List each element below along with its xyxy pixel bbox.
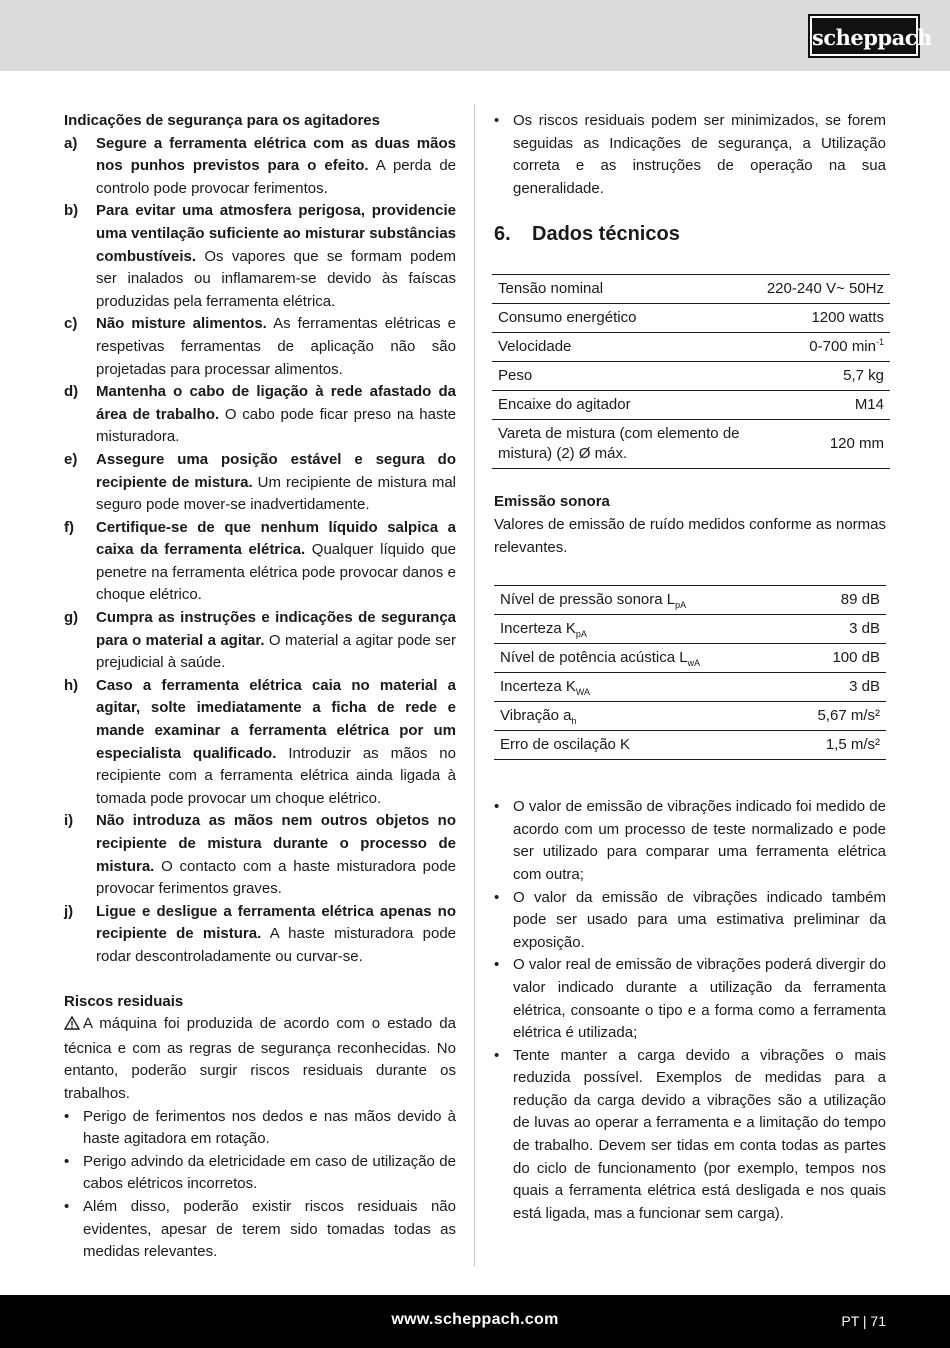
table-cell-label: Incerteza $K_{pA}$	[494, 615, 784, 644]
table-cell-label: Erro de oscilação K	[494, 731, 784, 760]
page-footer	[0, 1295, 950, 1348]
vibration-notes-list	[494, 796, 886, 1225]
table-cell-label: Consumo energético	[492, 304, 754, 333]
item-text: As ferramentas elétricas e respetivas ferramentas de aplicação não são projetadas para processar alimentos.	[96, 315, 457, 378]
list-item	[64, 133, 456, 201]
table-row	[492, 420, 890, 469]
item-marker: d)	[64, 383, 79, 401]
list-item	[64, 607, 456, 675]
list-item	[64, 200, 456, 313]
item-bold: Segure a ferramenta elétrica com as duas mãos nos punhos previstos para o efeito.	[96, 134, 456, 175]
item-marker: i)	[64, 812, 74, 830]
residual-risks-intro	[64, 1013, 456, 1105]
list-item: • O valor de emissão de vibrações indicado foi medido de acordo com um processo de teste normalizado e pode ser utilizado para comparar uma ferramenta elétrica com outra;	[494, 796, 886, 886]
item-bold: Mantenha o cabo de ligação à rede afastado da área de trabalho.	[96, 383, 456, 423]
left-column	[64, 110, 456, 1264]
item-text: Introduzir as mãos no recipiente com a ferramenta elétrica ainda ligada à tomada pode provocar um choque elétrico.	[96, 744, 456, 807]
chapter-heading	[494, 220, 886, 248]
bullet-text: Os riscos residuais podem ser minimizados, se forem seguidas as Indicações de segurança, a Utilização correta e as instruções de operação na sua generalidade.	[513, 112, 886, 197]
table-cell-value: 220-240 V~ 50Hz	[754, 275, 890, 304]
item-marker: e)	[64, 450, 78, 468]
item-text: A haste misturadora pode rodar descontroladamente ou curvar-se.	[96, 925, 456, 965]
table-cell-value: 3 dB	[784, 615, 886, 644]
value-text: 0-700 min	[809, 338, 876, 356]
page-number: PT | 71	[841, 1313, 886, 1329]
table-cell-label: Vareta de mistura (com elemento de mistura) (2) Ø máx.	[492, 420, 754, 469]
bullet-text: Tente manter a carga devido a vibrações o mais reduzida possível. Exemplos de medidas para a redução da carga devido a vibrações são a utilização de luvas ao operar a ferramenta e a limitação do tempo de trabalho. Devem ser tidas em conta todas as partes do ciclo de funcionamento (por exemplo, tempos nos quais a ferramenta elétrica está desligada e nos quais está ligada, mas a funcionar sem carga).	[513, 1046, 886, 1222]
item-bold: Cumpra as instruções e indicações de segurança para o material a agitar.	[96, 609, 456, 649]
item-bold: Assegure uma posição estável e segura do recipiente de mistura.	[96, 450, 456, 491]
footer-url[interactable]: www.scheppach.com	[391, 1311, 559, 1328]
table-cell-value: 120 mm	[754, 420, 890, 469]
table-row	[494, 731, 886, 760]
table-row	[494, 673, 886, 702]
table-cell-label: Nível de pressão sonora $L_{pA}$	[494, 586, 784, 615]
table-cell-label: Incerteza $K_{WA}$	[494, 673, 784, 702]
item-bold: Não misture alimentos.	[96, 315, 267, 333]
table-cell-value: M14	[754, 391, 890, 420]
table-cell-label: Vibração $a_h$	[494, 702, 784, 731]
residual-risks-list	[64, 1106, 456, 1264]
bullet-text: O valor da emissão de vibrações indicado também pode ser usado para uma estimativa preliminar da exposição.	[513, 888, 886, 951]
table-row	[492, 333, 890, 362]
table-cell-label: Peso	[492, 362, 754, 391]
bullet-text: Perigo advindo da eletricidade em caso de utilização de cabos elétricos incorretos.	[83, 1152, 456, 1193]
noise-intro: Valores de emissão de ruído medidos conforme as normas relevantes.	[494, 515, 886, 556]
list-item: • Além disso, poderão existir riscos residuais não evidentes, apesar de terem sido tomadas todas as medidas relevantes.	[64, 1196, 456, 1264]
table-row	[494, 615, 886, 644]
list-item: • Tente manter a carga devido a vibrações o mais reduzida possível. Exemplos de medidas para a redução da carga devido a vibrações são a utilização de luvas ao operar a ferramenta e a limitação do tempo de trabalho. Devem ser tidas em conta todas as partes do ciclo de funcionamento (por exemplo, tempos nos quais a ferramenta elétrica está desligada e nos quais está ligada, mas a funcionar sem carga).	[494, 1045, 886, 1226]
item-marker: f)	[64, 518, 74, 536]
residual-intro-text: A máquina foi produzida de acordo com o estado da técnica e com as regras de segurança reconhecidas. No entanto, poderão surgir riscos residuais durante os trabalhos.	[64, 1015, 456, 1102]
table-row	[492, 275, 890, 304]
residual-risks-heading: Riscos residuais	[64, 992, 184, 1010]
table-cell-value: 5,67 m/s²	[784, 702, 886, 731]
bullet-text: O valor de emissão de vibrações indicado foi medido de acordo com um processo de teste normalizado e pode ser utilizado para comparar uma ferramenta elétrica com outra;	[513, 798, 886, 883]
chapter-number: 6.	[494, 223, 511, 246]
table-row	[494, 644, 886, 673]
list-item: • Os riscos residuais podem ser minimizados, se forem seguidas as Indicações de segurança, a Utilização correta e as instruções de operação na sua generalidade.	[494, 110, 886, 200]
list-item	[64, 675, 456, 811]
item-marker: h)	[64, 676, 79, 694]
item-text: Os vapores que se formam podem ser inalados ou inflamarem-se devido às faíscas produzidas pela ferramenta elétrica.	[96, 247, 456, 310]
table-cell-value: 89 dB	[784, 586, 886, 615]
table-cell-value: 1200 watts	[754, 304, 890, 333]
table-row	[494, 586, 886, 615]
noise-heading: Emissão sonora	[494, 493, 610, 511]
list-item	[64, 381, 456, 449]
item-marker: b)	[64, 202, 79, 220]
table-cell-label: Nível de potência acústica $L_{wA}$	[494, 644, 784, 673]
item-bold: Certifique-se de que nenhum líquido salpica a caixa da ferramenta elétrica.	[96, 518, 456, 559]
item-text: O contacto com a haste misturadora pode provocar ferimentos graves.	[96, 857, 456, 898]
bullet-text: Perigo de ferimentos nos dedos e nas mãos devido à haste agitadora em rotação.	[83, 1107, 456, 1148]
list-item	[64, 517, 456, 607]
item-bold: Não introduza as mãos nem outros objetos no recipiente de mistura durante o processo de mistura.	[96, 812, 456, 875]
value-superscript: -1	[875, 337, 884, 348]
column-divider	[474, 104, 475, 1266]
table-cell-value: 100 dB	[784, 644, 886, 673]
list-item: • O valor da emissão de vibrações indicado também pode ser usado para uma estimativa preliminar da exposição.	[494, 887, 886, 955]
table-cell-value: 1,5 m/s²	[784, 731, 886, 760]
bullet-text: Além disso, poderão existir riscos residuais não evidentes, apesar de terem sido tomadas todas as medidas relevantes.	[83, 1197, 456, 1261]
technical-data-table	[492, 274, 890, 469]
safety-heading: Indicações de segurança para os agitadores	[64, 112, 380, 129]
table-row	[494, 702, 886, 731]
item-marker: j)	[64, 902, 74, 920]
noise-data-table	[494, 585, 886, 760]
table-row	[492, 362, 890, 391]
bullet-text: O valor real de emissão de vibrações poderá divergir do valor indicado durante a utilização da ferramenta elétrica, consoante o tipo e a forma como a ferramenta elétrica é utilizada;	[513, 956, 886, 1042]
item-marker: g)	[64, 609, 79, 627]
item-text: Qualquer líquido que penetre na ferramenta elétrica pode provocar danos e choque elétrico.	[96, 541, 456, 604]
table-cell-value: 5,7 kg	[754, 362, 890, 391]
item-text: Um recipiente de mistura mal seguro pode mover-se inadvertidamente.	[96, 473, 456, 514]
list-item: • Perigo de ferimentos nos dedos e nas mãos devido à haste agitadora em rotação.	[64, 1106, 456, 1151]
item-bold: Para evitar uma atmosfera perigosa, providencie uma ventilação suficiente ao misturar substâncias combustíveis.	[96, 202, 456, 265]
list-item	[64, 449, 456, 517]
chapter-title: Dados técnicos	[532, 223, 680, 246]
table-row	[492, 304, 890, 333]
item-text: A perda de controlo pode provocar ferimentos.	[96, 157, 456, 197]
item-text: O material a agitar pode ser prejudicial à saúde.	[96, 631, 457, 672]
safety-list	[64, 133, 456, 969]
table-row	[492, 391, 890, 420]
table-cell-value: 3 dB	[784, 673, 886, 702]
table-cell-label: Encaixe do agitador	[492, 391, 754, 420]
list-item	[64, 901, 456, 969]
item-bold: Ligue e desligue a ferramenta elétrica apenas no recipiente de mistura.	[96, 902, 456, 943]
brand-logo: scheppach	[810, 16, 918, 56]
list-item	[64, 810, 456, 900]
list-item	[64, 313, 456, 381]
item-marker: a)	[64, 134, 78, 152]
residual-minimize-list	[494, 110, 886, 200]
item-bold: Caso a ferramenta elétrica caia no material a agitar, solte imediatamente a ficha de rede e mande examinar a ferramenta elétrica por um especialista qualificado.	[96, 676, 456, 762]
table-cell-label: Velocidade	[492, 333, 754, 362]
list-item: • Perigo advindo da eletricidade em caso de utilização de cabos elétricos incorretos.	[64, 1151, 456, 1196]
warning-icon	[64, 1015, 80, 1038]
item-marker: c)	[64, 315, 78, 333]
item-text: O cabo pode ficar preso na haste misturadora.	[96, 405, 456, 446]
list-item: • O valor real de emissão de vibrações poderá divergir do valor indicado durante a utilização da ferramenta elétrica, consoante o tipo e a forma como a ferramenta elétrica é utilizada;	[494, 954, 886, 1044]
right-column	[494, 110, 886, 1225]
page-header	[0, 0, 950, 71]
table-cell-label: Tensão nominal	[492, 275, 754, 304]
table-cell-value	[754, 333, 890, 362]
